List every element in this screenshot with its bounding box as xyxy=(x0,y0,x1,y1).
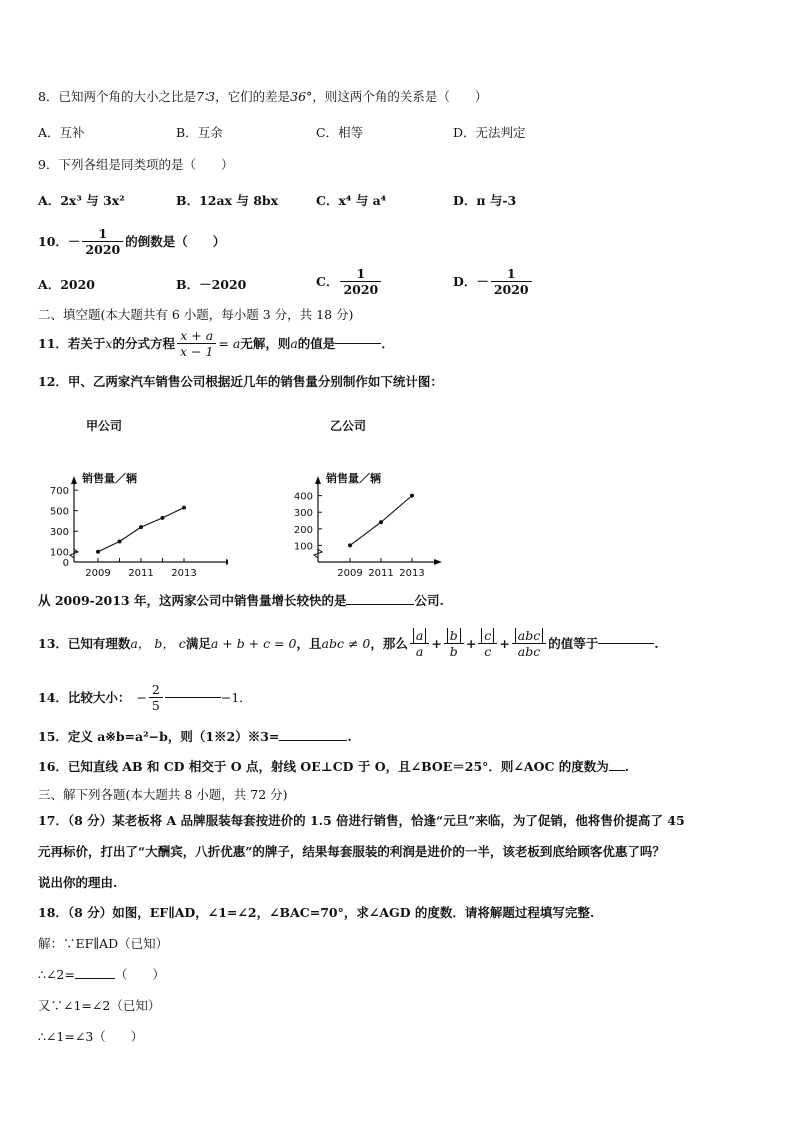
section-3-heading: 三、解下列各题(本大题共 8 小题，共 72 分) xyxy=(38,787,288,802)
q14-rest: −1． xyxy=(220,690,252,705)
q13-stem xyxy=(38,628,659,659)
q10-label: 10． xyxy=(38,234,68,249)
y-axis-arrow xyxy=(71,476,77,484)
q10-den: 2020 xyxy=(85,242,121,257)
data-point xyxy=(118,539,122,543)
q10-option-c-fraction xyxy=(340,266,381,297)
q14-num: 2 xyxy=(149,682,163,698)
q17-line-1: 17．（8 分）某老板将 A 品牌服装每套按进价的 1.5 倍进行销售，恰逢“元旦”来临，为了促销，他将售价提高了 45 xyxy=(38,813,685,828)
q9-option-d: D．π 与-3 xyxy=(453,193,517,208)
x-axis-arrow xyxy=(226,559,228,565)
q13-frac-a-den: a xyxy=(415,644,424,659)
q8-stem-c: ，则这两个角的关系是（ ） xyxy=(312,89,488,104)
q13-frac-c xyxy=(478,628,497,659)
q18-line-3-text: ∴∠2= xyxy=(38,967,75,982)
data-point xyxy=(161,516,165,520)
q13-text-c: ，且 xyxy=(296,636,322,651)
q16-stem xyxy=(38,758,629,776)
q17-line-3: 说出你的理由. xyxy=(38,875,118,890)
y-tick-label: 100 xyxy=(293,541,313,553)
q14-fraction xyxy=(149,682,163,713)
q13-frac-b xyxy=(444,628,464,659)
q12-stem: 12．甲、乙两家汽车销售公司根据近几年的销售量分别制作如下统计图： xyxy=(38,374,443,389)
q13-frac-c-num: c xyxy=(481,628,494,643)
q13-text-d: ，那么 xyxy=(370,636,408,651)
q13-frac-c-den: c xyxy=(484,644,492,659)
q18-line-2: 解：∵EF∥AD（已知） xyxy=(38,936,169,951)
q8-stem-a: 8．已知两个角的大小之比是 xyxy=(38,89,196,104)
chart-ylabel: 销售量／辆 xyxy=(82,472,137,485)
q12-answer xyxy=(38,592,444,610)
q8-option-b: B．互余 xyxy=(176,125,223,140)
y-tick-label: 400 xyxy=(293,491,313,503)
q13-text-a: 13．已知有理数 xyxy=(38,636,131,651)
q14-text-a: 14．比较大小： xyxy=(38,690,131,705)
q12-answer-text-a: 从 2009-2013 年，这两家公司中销售量增长较快的是 xyxy=(38,593,347,608)
x-tick-label: 2009 xyxy=(337,568,363,579)
data-point xyxy=(139,525,143,529)
x-tick-label: 2011 xyxy=(368,568,394,579)
x-tick-label: 2011 xyxy=(128,568,154,579)
q10-option-c xyxy=(316,266,383,297)
chart-title: 乙公司 xyxy=(330,419,367,433)
q11-text-b: 的分式方程 xyxy=(112,336,175,351)
q18-line-1: 18．（8 分）如图，EF∥AD，∠1=∠2，∠BAC=70°，求∠AGD 的度数．请将解题过程填写完整. xyxy=(38,905,595,920)
q10-option-d xyxy=(453,266,534,297)
q10-stem-text: 的倒数是（ ） xyxy=(125,234,226,249)
q13-answer-blank[interactable] xyxy=(598,643,654,644)
q16-end: . xyxy=(624,759,630,774)
q15-stem xyxy=(38,728,352,746)
q10-option-d-den: 2020 xyxy=(493,282,529,297)
q13-text-b: 满足 xyxy=(185,636,211,651)
x-tick-label: 2013 xyxy=(171,568,197,579)
q11-num: x + a xyxy=(177,328,216,344)
q9-option-b: B．12ax 与 8bx xyxy=(176,193,279,208)
q13-vars: a， b， c xyxy=(130,636,186,651)
y-tick-label: 0 xyxy=(62,558,69,569)
q11-var-a: a xyxy=(290,336,298,351)
q12-answer-text-b: 公司. xyxy=(414,593,444,608)
q13-plus-3: + xyxy=(499,636,510,651)
q15-text: 15．定义 a※b=a²−b，则（1※2）※3= xyxy=(38,729,280,744)
y-tick-label: 300 xyxy=(49,527,69,539)
q18-line-3 xyxy=(38,966,165,984)
q10-option-b: B．－2020 xyxy=(176,277,247,292)
q17-line-2: 元再标价，打出了“大酬宾，八折优惠”的牌子，结果每套服装的利润是进价的一半，该老板到底给顾客优惠了吗？ xyxy=(38,844,665,859)
q15-answer-blank[interactable] xyxy=(279,740,347,741)
q11-stem xyxy=(38,328,394,359)
q11-end: ． xyxy=(381,336,394,351)
q12-answer-blank[interactable] xyxy=(346,604,414,605)
q9-option-a: A．2x³ 与 3x² xyxy=(38,193,125,208)
data-point xyxy=(96,550,100,554)
chart-jia xyxy=(48,412,228,582)
q8-ratio: 7∶3 xyxy=(195,89,216,104)
q8-stem-b: ，它们的差是 xyxy=(215,89,291,104)
q10-option-d-fraction xyxy=(491,266,532,297)
q10-num: 1 xyxy=(82,226,123,242)
q10-option-d-num: 1 xyxy=(491,266,532,282)
q14-den: 5 xyxy=(151,698,160,713)
q13-plus-1: + xyxy=(431,636,442,651)
x-tick-label: 2013 xyxy=(399,568,425,579)
chart-title: 甲公司 xyxy=(86,419,123,433)
q8-option-c: C．相等 xyxy=(316,125,364,140)
q10-fraction xyxy=(82,226,123,257)
q10-option-d-label: D．－ xyxy=(453,274,489,289)
q14-minus: − xyxy=(136,690,147,705)
q11-answer-blank[interactable] xyxy=(335,343,381,344)
y-tick-label: 700 xyxy=(49,486,69,498)
q10-stem xyxy=(38,226,225,257)
q13-frac-b-den: b xyxy=(449,644,458,659)
chart-ylabel: 销售量／辆 xyxy=(326,472,381,485)
data-point xyxy=(410,494,414,498)
q11-text-c: 无解，则 xyxy=(240,336,291,351)
q13-frac-a-num: a xyxy=(413,628,426,643)
q11-den: x − 1 xyxy=(179,344,214,359)
q8-angle: 36° xyxy=(290,89,313,104)
q13-cond2: abc ≠ 0 xyxy=(321,636,371,651)
data-point xyxy=(379,520,383,524)
q11-text-d: 的值是 xyxy=(297,336,336,351)
q14-stem xyxy=(38,682,252,713)
q10-option-c-num: 1 xyxy=(340,266,381,282)
q18-answer-blank[interactable] xyxy=(75,978,115,979)
q8-option-a: A．互补 xyxy=(38,125,85,140)
q10-option-c-label: C． xyxy=(316,274,339,289)
y-tick-label: 200 xyxy=(293,524,313,536)
q13-frac-abc-num: abc xyxy=(515,628,543,643)
q18-line-3-reason: （ ） xyxy=(114,967,165,982)
q13-end: . xyxy=(654,636,659,651)
y-tick-label: 100 xyxy=(49,547,69,559)
q13-frac-a xyxy=(410,628,429,659)
q13-frac-b-num: b xyxy=(447,628,461,643)
q18-line-5: ∴∠1=∠3（ ） xyxy=(38,1029,144,1044)
q13-cond1: a + b + c = 0 xyxy=(210,636,297,651)
q10-option-c-den: 2020 xyxy=(343,282,379,297)
section-2-heading: 二、填空题(本大题共有 6 小题，每小题 3 分，共 18 分) xyxy=(38,307,354,322)
q13-frac-abc-den: abc xyxy=(517,644,541,659)
q11-eq: = a xyxy=(218,336,241,351)
y-tick-label: 300 xyxy=(293,508,313,520)
q8-option-d: D．无法判定 xyxy=(453,125,526,140)
q13-frac-abc xyxy=(512,628,546,659)
q11-var-x: x xyxy=(105,336,113,351)
data-point xyxy=(182,506,186,510)
q14-answer-blank[interactable] xyxy=(165,697,221,698)
q13-text-e: 的值等于 xyxy=(548,636,599,651)
q10-option-a: A．2020 xyxy=(38,277,95,292)
q11-fraction xyxy=(177,328,216,359)
q11-text-a: 11．若关于 xyxy=(38,336,106,351)
x-axis-arrow xyxy=(434,559,442,565)
data-point xyxy=(348,543,352,547)
q16-text: 16．已知直线 AB 和 CD 相交于 O 点，射线 OE⊥CD 于 O，且∠BOE＝25°．则∠AOC 的度数为 xyxy=(38,759,609,774)
q16-answer-blank[interactable] xyxy=(609,770,625,771)
series-line xyxy=(98,508,184,552)
q18-line-4: 又∵∠1=∠2（已知） xyxy=(38,998,161,1013)
y-axis-arrow xyxy=(315,476,321,484)
x-tick-label: 2009 xyxy=(85,568,111,579)
y-tick-label: 500 xyxy=(49,506,69,518)
q13-plus-2: + xyxy=(465,636,477,651)
q10-minus: － xyxy=(67,234,81,249)
q9-stem: 9．下列各组是同类项的是（ ） xyxy=(38,157,234,172)
q9-option-c: C．x⁴ 与 a⁴ xyxy=(316,193,387,208)
chart-yi xyxy=(288,412,448,582)
q15-end: . xyxy=(347,729,352,744)
q8-stem xyxy=(38,88,487,106)
